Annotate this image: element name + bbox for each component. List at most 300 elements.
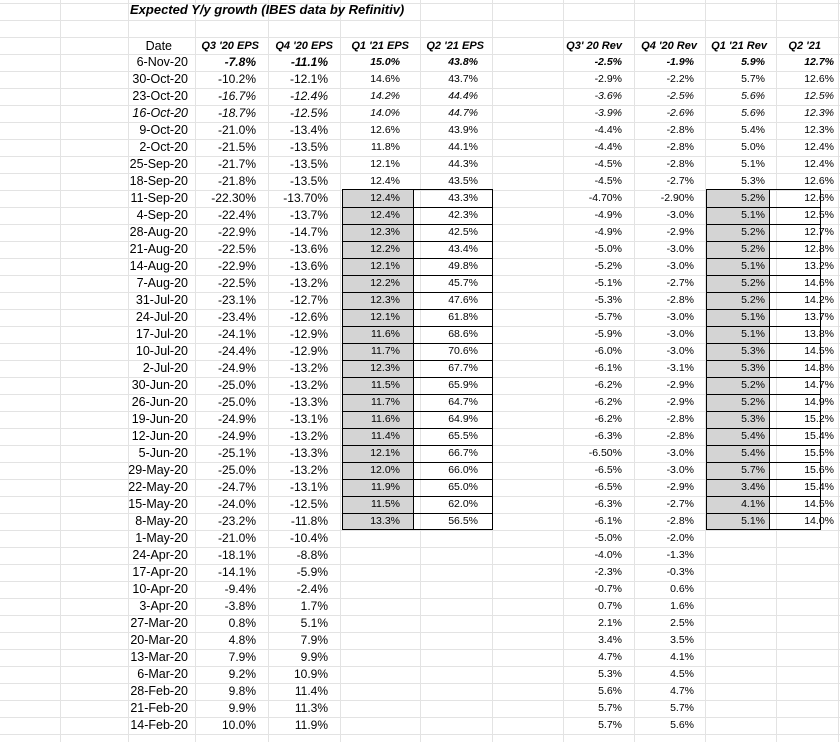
cell-q3-rev[interactable]: -5.0%	[594, 243, 622, 255]
cell-q2-rev[interactable]: 14.0%	[804, 515, 834, 527]
cell-date[interactable]: 4-Sep-20	[136, 208, 188, 222]
cell-q1-eps[interactable]: 12.3%	[370, 362, 400, 374]
cell-q1-eps[interactable]: 12.1%	[370, 158, 400, 170]
cell-q2-eps[interactable]: 56.5%	[448, 515, 478, 527]
cell-q4-eps[interactable]: -13.5%	[289, 140, 328, 154]
cell-q1-eps[interactable]: 12.1%	[370, 260, 400, 272]
cell-q1-rev[interactable]: 5.2%	[741, 226, 765, 238]
cell-q2-rev[interactable]: 12.5%	[804, 209, 834, 221]
cell-q3-rev[interactable]: -4.9%	[594, 209, 622, 221]
cell-q3-eps[interactable]: -16.7%	[217, 89, 256, 103]
cell-q1-eps[interactable]: 14.6%	[370, 73, 400, 85]
cell-q2-eps[interactable]: 65.0%	[448, 481, 478, 493]
cell-q4-rev[interactable]: -3.0%	[666, 243, 694, 255]
cell-q1-rev[interactable]: 5.4%	[741, 430, 765, 442]
cell-date[interactable]: 19-Jun-20	[131, 412, 188, 426]
cell-q1-eps[interactable]: 15.0%	[370, 56, 400, 68]
cell-q4-rev[interactable]: 4.7%	[670, 685, 694, 697]
cell-date[interactable]: 12-Jun-20	[131, 429, 188, 443]
cell-q4-eps[interactable]: -12.5%	[289, 497, 328, 511]
cell-q3-eps[interactable]: -24.4%	[217, 344, 256, 358]
cell-q1-rev[interactable]: 5.1%	[741, 311, 765, 323]
cell-q1-eps[interactable]: 11.9%	[371, 481, 400, 493]
cell-q2-eps[interactable]: 65.9%	[448, 379, 478, 391]
cell-q2-eps[interactable]: 64.9%	[448, 413, 478, 425]
cell-q3-eps[interactable]: -24.1%	[217, 327, 256, 341]
cell-q3-eps[interactable]: 9.8%	[228, 684, 256, 698]
cell-date[interactable]: 16-Oct-20	[132, 106, 188, 120]
cell-q2-rev[interactable]: 12.4%	[804, 141, 834, 153]
cell-q3-eps[interactable]: -21.8%	[217, 174, 256, 188]
cell-q4-eps[interactable]: -13.3%	[289, 395, 328, 409]
cell-q4-eps[interactable]: -13.6%	[289, 259, 328, 273]
cell-date[interactable]: 20-Mar-20	[130, 633, 188, 647]
cell-q1-eps[interactable]: 13.3%	[370, 515, 400, 527]
cell-q4-rev[interactable]: 3.5%	[670, 634, 694, 646]
cell-q1-rev[interactable]: 5.0%	[741, 141, 765, 153]
cell-q4-rev[interactable]: -2.9%	[666, 481, 694, 493]
cell-q4-rev[interactable]: 5.7%	[670, 702, 694, 714]
cell-q1-eps[interactable]: 12.2%	[370, 277, 400, 289]
cell-q4-eps[interactable]: -13.1%	[289, 480, 328, 494]
cell-q1-rev[interactable]: 5.6%	[741, 107, 765, 119]
cell-q2-rev[interactable]: 14.5%	[804, 345, 834, 357]
cell-q2-rev[interactable]: 13.2%	[804, 260, 834, 272]
cell-date[interactable]: 2-Jul-20	[142, 361, 188, 375]
cell-q2-eps[interactable]: 43.9%	[448, 124, 478, 136]
cell-date[interactable]: 1-May-20	[135, 531, 188, 545]
cell-q2-rev[interactable]: 12.7%	[804, 226, 834, 238]
cell-q4-rev[interactable]: -3.0%	[666, 328, 694, 340]
cell-q3-eps[interactable]: -24.0%	[217, 497, 256, 511]
cell-q1-eps[interactable]: 12.2%	[370, 243, 400, 255]
cell-q4-rev[interactable]: 4.5%	[670, 668, 694, 680]
cell-date[interactable]: 14-Feb-20	[130, 718, 188, 732]
cell-q1-eps[interactable]: 12.3%	[370, 226, 400, 238]
cell-q3-rev[interactable]: -2.9%	[594, 73, 622, 85]
cell-q3-rev[interactable]: 5.7%	[598, 702, 622, 714]
cell-q4-eps[interactable]: -13.5%	[289, 157, 328, 171]
cell-q2-rev[interactable]: 14.9%	[804, 396, 834, 408]
cell-q3-eps[interactable]: -21.5%	[217, 140, 256, 154]
cell-q1-eps[interactable]: 11.7%	[371, 396, 400, 408]
cell-q4-eps[interactable]: -12.5%	[289, 106, 328, 120]
cell-q2-rev[interactable]: 12.6%	[804, 192, 834, 204]
cell-q1-eps[interactable]: 11.7%	[371, 345, 400, 357]
cell-q3-eps[interactable]: -21.0%	[217, 123, 256, 137]
cell-q3-eps[interactable]: -23.1%	[217, 293, 256, 307]
cell-q4-rev[interactable]: -2.7%	[666, 277, 694, 289]
cell-q1-eps[interactable]: 14.0%	[370, 107, 400, 119]
cell-q2-eps[interactable]: 47.6%	[448, 294, 478, 306]
cell-q1-rev[interactable]: 5.3%	[741, 362, 765, 374]
cell-q3-rev[interactable]: 5.6%	[598, 685, 622, 697]
cell-date[interactable]: 24-Apr-20	[132, 548, 188, 562]
cell-q4-eps[interactable]: 1.7%	[300, 599, 328, 613]
cell-q1-eps[interactable]: 14.2%	[370, 90, 400, 102]
cell-q3-eps[interactable]: -25.0%	[217, 378, 256, 392]
cell-q4-rev[interactable]: -2.8%	[666, 124, 694, 136]
cell-q1-rev[interactable]: 5.3%	[741, 413, 765, 425]
cell-date[interactable]: 28-Feb-20	[130, 684, 188, 698]
cell-q3-eps[interactable]: -22.5%	[217, 242, 256, 256]
cell-date[interactable]: 21-Feb-20	[130, 701, 188, 715]
cell-q1-rev[interactable]: 5.6%	[741, 90, 765, 102]
cell-q3-eps[interactable]: -24.7%	[217, 480, 256, 494]
cell-q2-rev[interactable]: 12.5%	[804, 90, 834, 102]
cell-q4-eps[interactable]: 9.9%	[300, 650, 328, 664]
cell-q3-rev[interactable]: 0.7%	[598, 600, 622, 612]
cell-q4-eps[interactable]: -13.3%	[289, 446, 328, 460]
cell-q3-rev[interactable]: -4.9%	[594, 226, 622, 238]
cell-q4-rev[interactable]: -2.8%	[666, 515, 694, 527]
cell-date[interactable]: 6-Mar-20	[137, 667, 188, 681]
cell-q1-eps[interactable]: 12.1%	[370, 311, 400, 323]
cell-q3-eps[interactable]: -10.2%	[217, 72, 256, 86]
cell-q2-eps[interactable]: 70.6%	[448, 345, 478, 357]
cell-q2-rev[interactable]: 15.4%	[804, 430, 834, 442]
cell-q3-rev[interactable]: 4.7%	[598, 651, 622, 663]
cell-date[interactable]: 23-Oct-20	[132, 89, 188, 103]
cell-q4-eps[interactable]: -10.4%	[289, 531, 328, 545]
cell-q1-rev[interactable]: 4.1%	[741, 498, 765, 510]
cell-date[interactable]: 5-Jun-20	[138, 446, 188, 460]
cell-date[interactable]: 21-Aug-20	[129, 242, 188, 256]
cell-q4-rev[interactable]: -3.0%	[666, 260, 694, 272]
cell-q2-eps[interactable]: 68.6%	[448, 328, 478, 340]
cell-q3-eps[interactable]: -24.9%	[217, 429, 256, 443]
cell-q4-rev[interactable]: -2.90%	[660, 192, 694, 204]
cell-q3-eps[interactable]: 0.8%	[228, 616, 256, 630]
cell-q4-eps[interactable]: 10.9%	[293, 667, 328, 681]
cell-q1-rev[interactable]: 5.2%	[741, 277, 765, 289]
cell-q3-eps[interactable]: 9.9%	[228, 701, 256, 715]
cell-q2-eps[interactable]: 43.7%	[448, 73, 478, 85]
cell-q2-rev[interactable]: 14.8%	[804, 362, 834, 374]
cell-q1-eps[interactable]: 12.1%	[370, 447, 400, 459]
cell-date[interactable]: 17-Jul-20	[135, 327, 188, 341]
cell-q1-eps[interactable]: 11.5%	[371, 498, 400, 510]
cell-date[interactable]: 29-May-20	[128, 463, 188, 477]
cell-q2-rev[interactable]: 15.2%	[804, 413, 834, 425]
cell-q3-eps[interactable]: -22.30%	[211, 191, 256, 205]
cell-q3-rev[interactable]: -3.6%	[594, 90, 622, 102]
cell-q1-rev[interactable]: 5.1%	[741, 515, 765, 527]
cell-q3-eps[interactable]: -23.4%	[217, 310, 256, 324]
cell-q3-rev[interactable]: -6.2%	[594, 396, 622, 408]
cell-q2-eps[interactable]: 66.7%	[448, 447, 478, 459]
cell-q1-rev[interactable]: 3.4%	[741, 481, 765, 493]
cell-q2-eps[interactable]: 64.7%	[448, 396, 478, 408]
cell-q3-rev[interactable]: 3.4%	[598, 634, 622, 646]
cell-q3-eps[interactable]: -25.0%	[217, 463, 256, 477]
cell-q3-eps[interactable]: -9.4%	[224, 582, 256, 596]
cell-q2-rev[interactable]: 12.6%	[804, 73, 834, 85]
cell-date[interactable]: 13-Mar-20	[130, 650, 188, 664]
cell-q3-eps[interactable]: -21.0%	[217, 531, 256, 545]
cell-date[interactable]: 26-Jun-20	[131, 395, 188, 409]
cell-q4-rev[interactable]: -2.8%	[666, 294, 694, 306]
cell-q2-eps[interactable]: 42.3%	[448, 209, 478, 221]
cell-q2-eps[interactable]: 62.0%	[448, 498, 478, 510]
cell-q1-rev[interactable]: 5.4%	[741, 447, 765, 459]
cell-q3-eps[interactable]: -25.1%	[217, 446, 256, 460]
cell-date[interactable]: 17-Apr-20	[132, 565, 188, 579]
cell-date[interactable]: 10-Jul-20	[135, 344, 188, 358]
cell-q3-eps[interactable]: 10.0%	[221, 718, 256, 732]
cell-q2-eps[interactable]: 43.4%	[448, 243, 478, 255]
cell-q2-eps[interactable]: 44.3%	[448, 158, 478, 170]
cell-q4-eps[interactable]: -2.4%	[296, 582, 328, 596]
cell-date[interactable]: 2-Oct-20	[139, 140, 188, 154]
cell-q4-eps[interactable]: -13.4%	[289, 123, 328, 137]
cell-q3-rev[interactable]: -4.4%	[594, 124, 622, 136]
cell-q4-rev[interactable]: -3.0%	[666, 209, 694, 221]
cell-q4-rev[interactable]: -2.9%	[666, 379, 694, 391]
cell-date[interactable]: 28-Aug-20	[129, 225, 188, 239]
cell-q2-eps[interactable]: 45.7%	[448, 277, 478, 289]
cell-q3-eps[interactable]: -7.8%	[224, 55, 256, 69]
cell-q1-rev[interactable]: 5.3%	[741, 175, 765, 187]
cell-q3-eps[interactable]: -22.5%	[217, 276, 256, 290]
cell-q3-rev[interactable]: -5.3%	[594, 294, 622, 306]
cell-q4-eps[interactable]: -13.1%	[289, 412, 328, 426]
cell-date[interactable]: 11-Sep-20	[130, 191, 188, 205]
cell-q4-eps[interactable]: 11.4%	[294, 684, 328, 698]
cell-q3-rev[interactable]: -6.50%	[588, 447, 622, 459]
cell-q4-rev[interactable]: -0.3%	[666, 566, 694, 578]
cell-q4-eps[interactable]: -14.7%	[289, 225, 328, 239]
cell-q4-rev[interactable]: -2.9%	[666, 226, 694, 238]
cell-date[interactable]: 30-Jun-20	[131, 378, 188, 392]
cell-q3-rev[interactable]: -6.0%	[594, 345, 622, 357]
cell-q2-rev[interactable]: 12.3%	[804, 124, 834, 136]
cell-q2-rev[interactable]: 12.7%	[804, 56, 834, 68]
cell-q2-rev[interactable]: 15.6%	[804, 464, 834, 476]
cell-q4-rev[interactable]: -2.8%	[666, 158, 694, 170]
cell-q4-eps[interactable]: -13.7%	[289, 208, 328, 222]
cell-q3-eps[interactable]: 9.2%	[228, 667, 256, 681]
cell-date[interactable]: 3-Apr-20	[139, 599, 188, 613]
cell-q3-rev[interactable]: -4.5%	[594, 158, 622, 170]
cell-q1-eps[interactable]: 11.6%	[371, 328, 400, 340]
cell-q4-eps[interactable]: -13.2%	[289, 429, 328, 443]
cell-q1-rev[interactable]: 5.9%	[741, 56, 765, 68]
cell-q3-rev[interactable]: -4.70%	[588, 192, 622, 204]
cell-q2-eps[interactable]: 42.5%	[448, 226, 478, 238]
cell-q3-eps[interactable]: -24.9%	[217, 361, 256, 375]
cell-q3-eps[interactable]: 7.9%	[228, 650, 256, 664]
cell-q4-rev[interactable]: -2.7%	[666, 498, 694, 510]
cell-q3-rev[interactable]: -4.4%	[594, 141, 622, 153]
cell-q2-rev[interactable]: 12.3%	[804, 107, 834, 119]
cell-q3-eps[interactable]: -22.4%	[217, 208, 256, 222]
cell-q4-eps[interactable]: -12.1%	[289, 72, 328, 86]
cell-q2-eps[interactable]: 66.0%	[448, 464, 478, 476]
cell-q4-rev[interactable]: -3.1%	[666, 362, 694, 374]
cell-q4-rev[interactable]: -1.3%	[666, 549, 694, 561]
cell-q2-eps[interactable]: 44.7%	[448, 107, 478, 119]
cell-date[interactable]: 6-Nov-20	[136, 55, 188, 69]
cell-q4-eps[interactable]: -11.1%	[290, 55, 328, 69]
cell-q3-rev[interactable]: -6.5%	[594, 464, 622, 476]
cell-q3-eps[interactable]: 4.8%	[228, 633, 256, 647]
cell-q4-rev[interactable]: 5.6%	[670, 719, 694, 731]
cell-q2-rev[interactable]: 12.6%	[804, 175, 834, 187]
cell-q3-rev[interactable]: -6.1%	[594, 362, 622, 374]
cell-q2-rev[interactable]: 14.5%	[804, 498, 834, 510]
cell-q4-eps[interactable]: -11.8%	[290, 514, 328, 528]
cell-q2-rev[interactable]: 14.7%	[804, 379, 834, 391]
cell-q1-eps[interactable]: 12.0%	[370, 464, 400, 476]
cell-q2-eps[interactable]: 44.4%	[448, 90, 478, 102]
cell-q4-rev[interactable]: 2.5%	[670, 617, 694, 629]
cell-q3-rev[interactable]: -4.5%	[594, 175, 622, 187]
cell-q4-rev[interactable]: -1.9%	[666, 56, 694, 68]
cell-q1-rev[interactable]: 5.2%	[741, 243, 765, 255]
cell-q3-eps[interactable]: -25.0%	[217, 395, 256, 409]
cell-q1-eps[interactable]: 11.4%	[371, 430, 400, 442]
cell-q1-eps[interactable]: 11.8%	[371, 141, 400, 153]
cell-q4-rev[interactable]: -2.8%	[666, 141, 694, 153]
cell-q3-eps[interactable]: -14.1%	[217, 565, 256, 579]
cell-q4-eps[interactable]: -13.2%	[289, 361, 328, 375]
cell-date[interactable]: 15-May-20	[128, 497, 188, 511]
cell-q1-eps[interactable]: 12.6%	[370, 124, 400, 136]
cell-q2-eps[interactable]: 44.1%	[448, 141, 478, 153]
cell-q3-rev[interactable]: 5.7%	[598, 719, 622, 731]
cell-q3-eps[interactable]: -24.9%	[217, 412, 256, 426]
cell-q4-rev[interactable]: 0.6%	[670, 583, 694, 595]
cell-q3-eps[interactable]: -21.7%	[217, 157, 256, 171]
cell-q2-eps[interactable]: 67.7%	[448, 362, 478, 374]
cell-q3-rev[interactable]: -6.5%	[594, 481, 622, 493]
cell-q3-rev[interactable]: -6.3%	[594, 498, 622, 510]
cell-date[interactable]: 18-Sep-20	[129, 174, 188, 188]
cell-q1-eps[interactable]: 11.5%	[371, 379, 400, 391]
cell-date[interactable]: 8-May-20	[135, 514, 188, 528]
cell-q4-eps[interactable]: -13.70%	[283, 191, 328, 205]
cell-q3-rev[interactable]: -2.3%	[594, 566, 622, 578]
cell-date[interactable]: 25-Sep-20	[129, 157, 188, 171]
cell-q4-eps[interactable]: -13.5%	[289, 174, 328, 188]
cell-q2-rev[interactable]: 15.5%	[804, 447, 834, 459]
cell-q4-eps[interactable]: 5.1%	[300, 616, 328, 630]
cell-q3-rev[interactable]: -3.9%	[594, 107, 622, 119]
cell-q2-rev[interactable]: 13.7%	[804, 311, 834, 323]
cell-q3-rev[interactable]: -6.2%	[594, 413, 622, 425]
cell-q2-rev[interactable]: 12.4%	[804, 158, 834, 170]
cell-q1-rev[interactable]: 5.1%	[741, 260, 765, 272]
cell-q4-eps[interactable]: -13.2%	[289, 276, 328, 290]
cell-q3-eps[interactable]: -3.8%	[224, 599, 256, 613]
cell-q4-eps[interactable]: -13.6%	[289, 242, 328, 256]
cell-q4-rev[interactable]: -3.0%	[666, 447, 694, 459]
cell-q2-eps[interactable]: 43.5%	[448, 175, 478, 187]
cell-q4-rev[interactable]: -3.0%	[666, 345, 694, 357]
cell-q3-rev[interactable]: -6.2%	[594, 379, 622, 391]
cell-q1-rev[interactable]: 5.1%	[741, 158, 765, 170]
cell-date[interactable]: 14-Aug-20	[129, 259, 188, 273]
cell-date[interactable]: 7-Aug-20	[136, 276, 188, 290]
cell-q3-rev[interactable]: -5.7%	[594, 311, 622, 323]
cell-date[interactable]: 9-Oct-20	[139, 123, 188, 137]
cell-q4-rev[interactable]: -3.0%	[666, 311, 694, 323]
cell-q2-rev[interactable]: 14.6%	[804, 277, 834, 289]
cell-q3-eps[interactable]: -23.2%	[217, 514, 256, 528]
cell-q4-eps[interactable]: 7.9%	[300, 633, 328, 647]
cell-q2-eps[interactable]: 43.8%	[448, 56, 478, 68]
cell-q3-rev[interactable]: -5.1%	[594, 277, 622, 289]
cell-q2-rev[interactable]: 15.4%	[804, 481, 834, 493]
cell-q1-eps[interactable]: 12.3%	[370, 294, 400, 306]
cell-date[interactable]: 27-Mar-20	[130, 616, 188, 630]
cell-q1-eps[interactable]: 11.6%	[371, 413, 400, 425]
cell-q1-eps[interactable]: 12.4%	[370, 209, 400, 221]
cell-q1-rev[interactable]: 5.2%	[741, 294, 765, 306]
cell-q4-eps[interactable]: -13.2%	[289, 463, 328, 477]
cell-q4-rev[interactable]: -2.6%	[666, 107, 694, 119]
cell-date[interactable]: 24-Jul-20	[135, 310, 188, 324]
cell-q4-rev[interactable]: -2.0%	[666, 532, 694, 544]
cell-q3-rev[interactable]: -5.2%	[594, 260, 622, 272]
cell-q4-eps[interactable]: -12.9%	[289, 344, 328, 358]
cell-q1-rev[interactable]: 5.7%	[741, 73, 765, 85]
cell-q4-eps[interactable]: -5.9%	[296, 565, 328, 579]
cell-q4-rev[interactable]: 4.1%	[670, 651, 694, 663]
cell-q4-rev[interactable]: -3.0%	[666, 464, 694, 476]
cell-q3-rev[interactable]: -2.5%	[594, 56, 622, 68]
cell-q1-rev[interactable]: 5.1%	[741, 328, 765, 340]
cell-q1-eps[interactable]: 12.4%	[370, 192, 400, 204]
cell-q3-eps[interactable]: -22.9%	[217, 259, 256, 273]
cell-q4-eps[interactable]: -12.9%	[289, 327, 328, 341]
cell-date[interactable]: 30-Oct-20	[132, 72, 188, 86]
cell-q3-rev[interactable]: -6.1%	[594, 515, 622, 527]
cell-q3-rev[interactable]: -5.9%	[594, 328, 622, 340]
cell-q1-rev[interactable]: 5.2%	[741, 396, 765, 408]
cell-q1-rev[interactable]: 5.2%	[741, 379, 765, 391]
cell-q1-eps[interactable]: 12.4%	[370, 175, 400, 187]
cell-q2-eps[interactable]: 49.8%	[448, 260, 478, 272]
cell-q4-rev[interactable]: -2.2%	[666, 73, 694, 85]
cell-q1-rev[interactable]: 5.2%	[741, 192, 765, 204]
cell-q4-rev[interactable]: -2.7%	[666, 175, 694, 187]
cell-q3-eps[interactable]: -22.9%	[217, 225, 256, 239]
cell-q1-rev[interactable]: 5.4%	[741, 124, 765, 136]
cell-date[interactable]: 10-Apr-20	[132, 582, 188, 596]
cell-q3-rev[interactable]: -5.0%	[594, 532, 622, 544]
cell-q3-rev[interactable]: -4.0%	[594, 549, 622, 561]
cell-q4-eps[interactable]: 11.9%	[294, 718, 328, 732]
cell-q4-eps[interactable]: -13.2%	[289, 378, 328, 392]
cell-q4-rev[interactable]: -2.9%	[666, 396, 694, 408]
cell-q4-eps[interactable]: -12.6%	[289, 310, 328, 324]
cell-q1-rev[interactable]: 5.7%	[741, 464, 765, 476]
cell-q4-rev[interactable]: -2.8%	[666, 413, 694, 425]
cell-q2-eps[interactable]: 61.8%	[448, 311, 478, 323]
cell-q1-rev[interactable]: 5.3%	[741, 345, 765, 357]
cell-q3-rev[interactable]: -6.3%	[594, 430, 622, 442]
cell-q1-rev[interactable]: 5.1%	[741, 209, 765, 221]
cell-q4-eps[interactable]: 11.3%	[294, 701, 328, 715]
cell-q3-eps[interactable]: -18.1%	[217, 548, 256, 562]
cell-q4-rev[interactable]: -2.8%	[666, 430, 694, 442]
cell-q2-rev[interactable]: 14.2%	[804, 294, 834, 306]
cell-q3-rev[interactable]: 2.1%	[598, 617, 622, 629]
cell-date[interactable]: 22-May-20	[128, 480, 188, 494]
cell-q2-eps[interactable]: 43.3%	[448, 192, 478, 204]
